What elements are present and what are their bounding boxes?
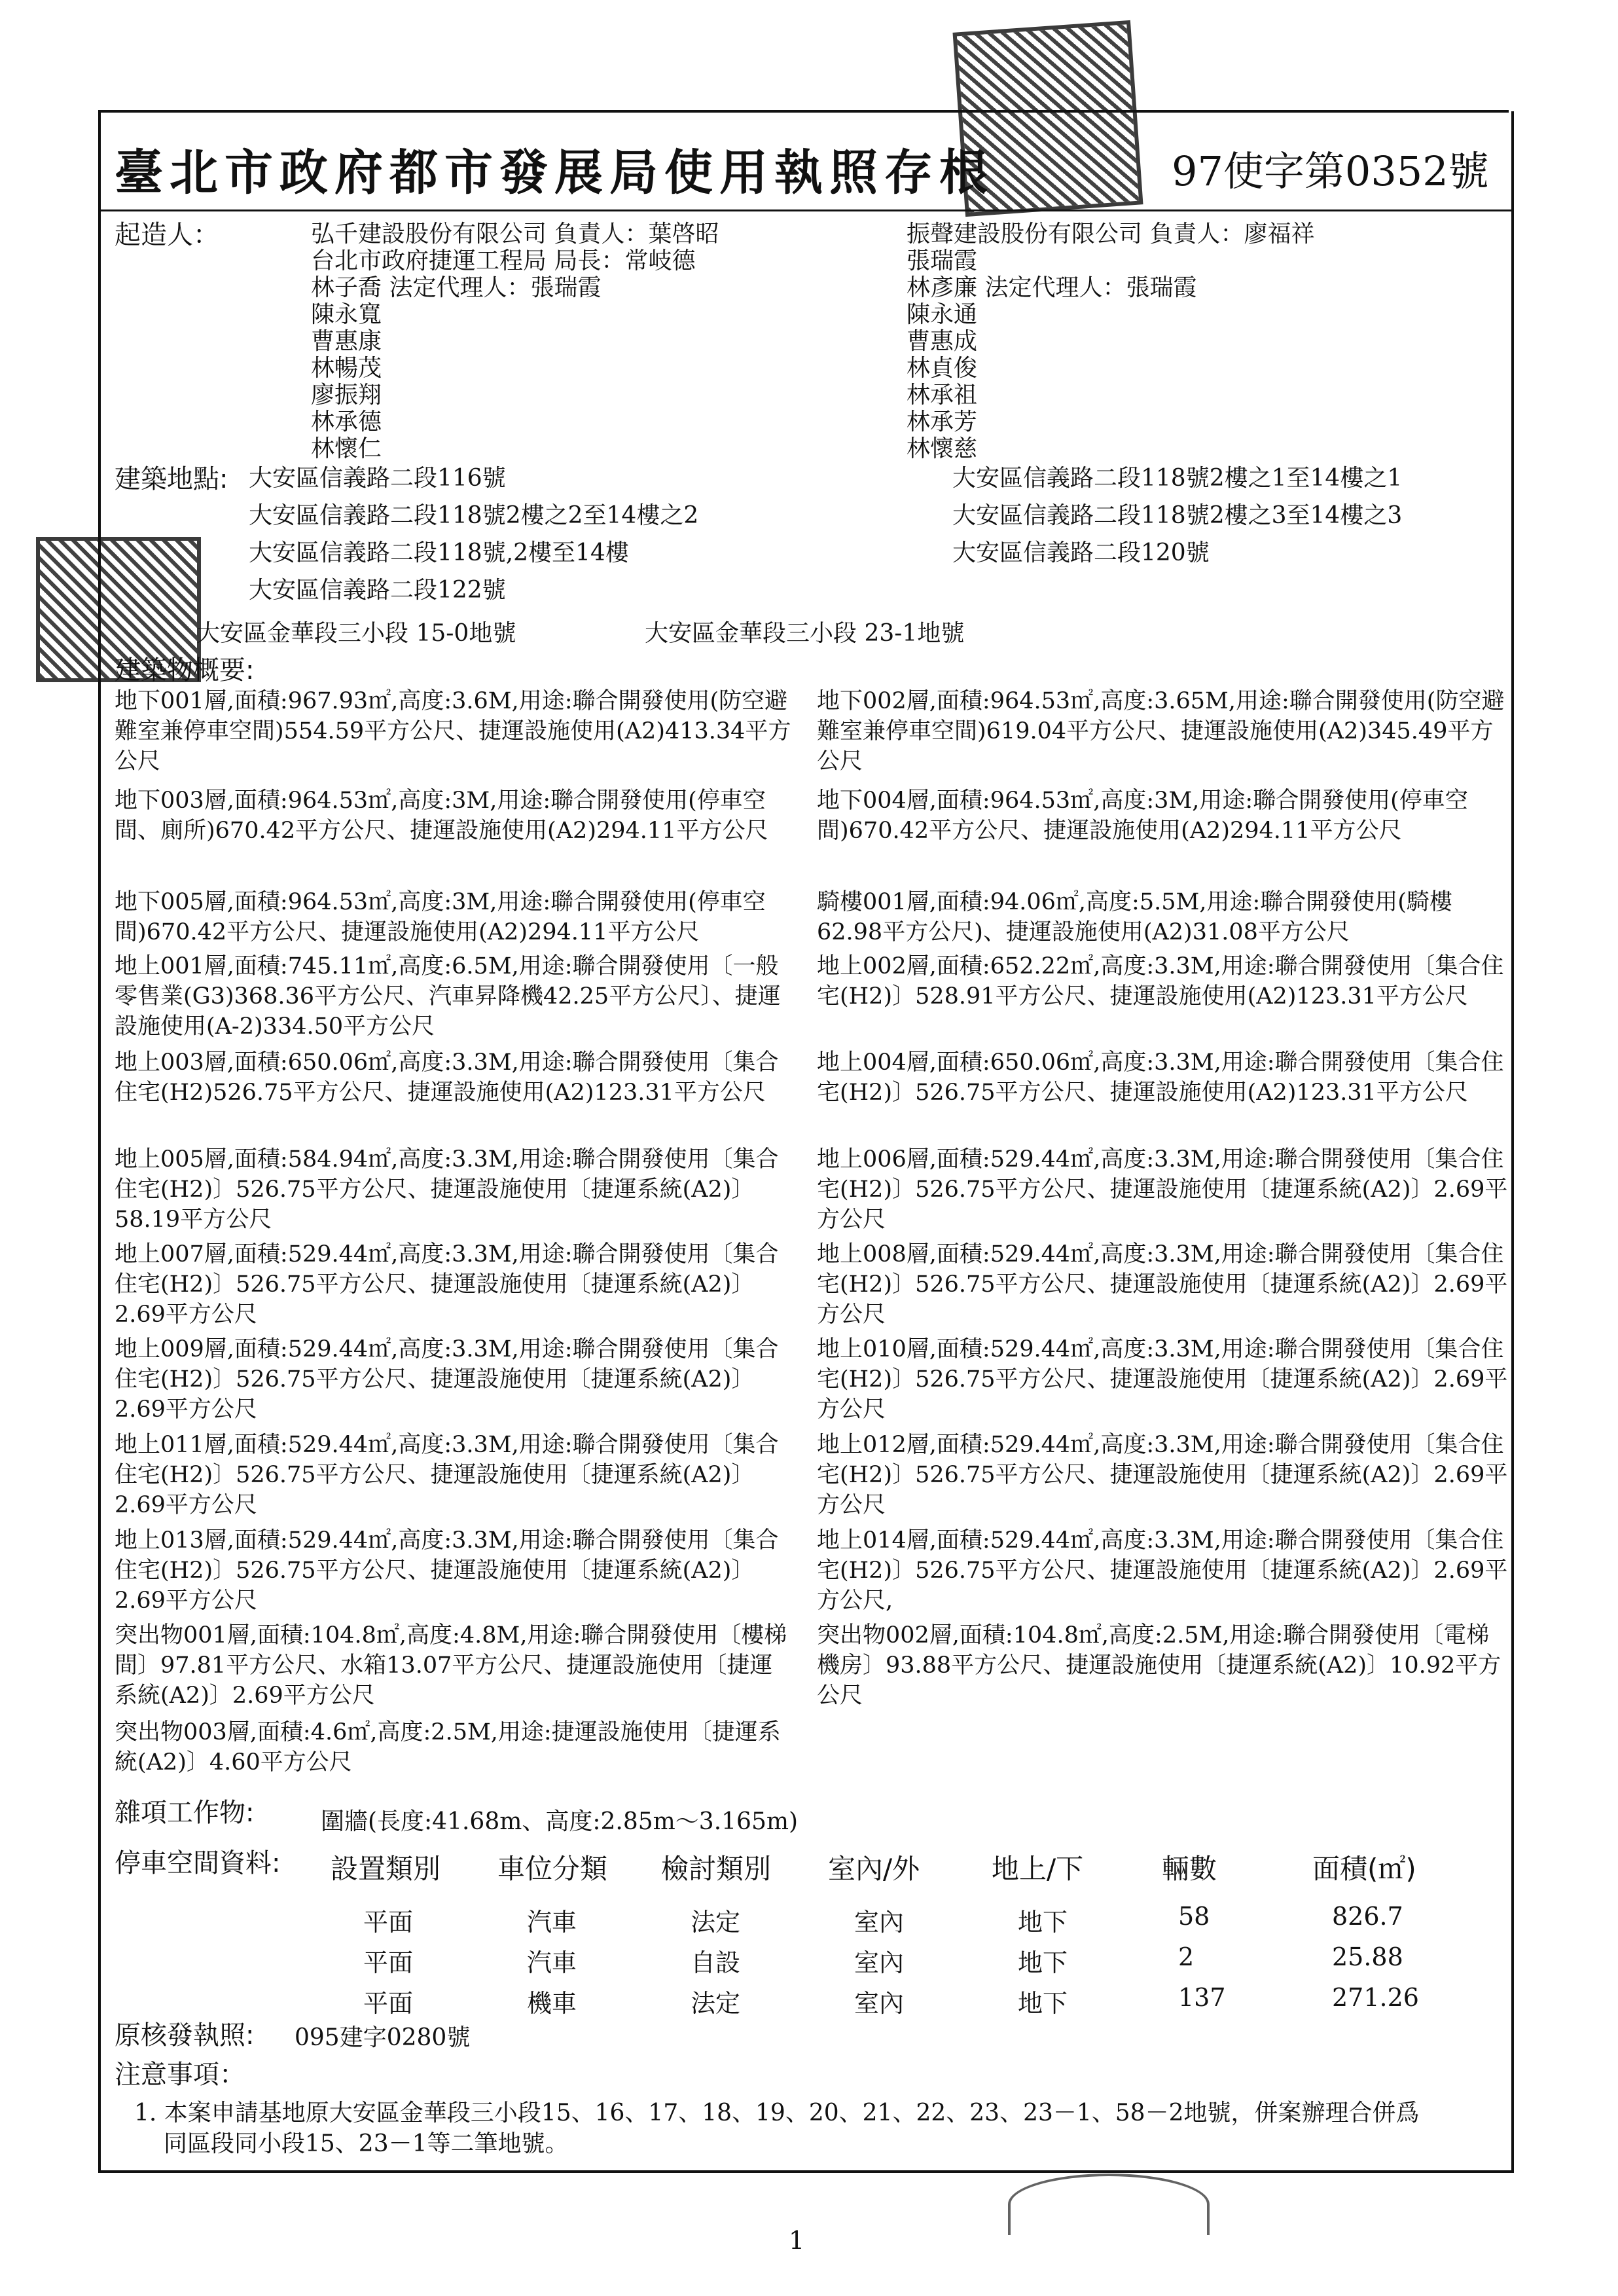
floor-description: 地下004層,面積:964.53㎡,高度:3M,用途:聯合開發使用(停車空間)670.42平方公尺、捷運設施使用(A2)294.11平方公尺 (817, 788, 1468, 844)
parking-label: 停車空間資料: (115, 1848, 281, 1878)
parking-cell: 2 (1178, 1942, 1195, 1971)
applicant-entry: 張瑞霞 (907, 247, 978, 274)
parking-cell: 平面 (363, 1948, 414, 1977)
lot-number-2: 大安區金華段三小段 23-1地號 (645, 620, 965, 647)
parking-cell: 汽車 (527, 1908, 577, 1937)
applicant-entry: 林懷仁 (311, 435, 382, 462)
parking-cell: 地下 (1018, 1989, 1068, 2018)
floor-description: 地上013層,面積:529.44㎡,高度:3.3M,用途:聯合開發使用〔集合住宅(H2)〕526.75平方公尺、捷運設施使用〔捷運系統(A2)〕2.69平方公尺 (115, 1527, 779, 1614)
applicant-label: 起造人： (115, 220, 219, 250)
applicant-entry: 林貞俊 (907, 355, 978, 382)
original-license-label: 原核發執照: (115, 2020, 255, 2050)
document-number: 97使字第0352號 (1172, 147, 1489, 195)
floor-description: 地下002層,面積:964.53㎡,高度:3.65M,用途:聯合開發使用(防空避難室兼停車空間)619.04平方公尺、捷運設施使用(A2)345.49平方公尺 (817, 688, 1505, 774)
site-address: 大安區信義路二段118號2樓之1至14樓之1 (952, 465, 1403, 492)
floor-description: 地上007層,面積:529.44㎡,高度:3.3M,用途:聯合開發使用〔集合住宅(H2)〕526.75平方公尺、捷運設施使用〔捷運系統(A2)〕2.69平方公尺 (115, 1241, 779, 1328)
parking-cell: 法定 (691, 1989, 741, 2018)
parking-column-header: 輛數 (1162, 1853, 1217, 1885)
parking-column-header: 室內/外 (828, 1853, 920, 1885)
floor-description: 地上001層,面積:745.11㎡,高度:6.5M,用途:聯合開發使用〔一般零售業(G3)368.36平方公尺、汽車昇降機42.25平方公尺〕、捷運設施使用(A-2)334.50平方公尺 (115, 953, 781, 1040)
applicant-entry: 弘千建設股份有限公司 負責人：葉啓昭 (311, 221, 719, 247)
applicant-entry: 林彥廉 法定代理人：張瑞霞 (907, 274, 1197, 301)
parking-cell: 地下 (1018, 1908, 1068, 1937)
misc-works-label: 雜項工作物: (115, 1798, 255, 1828)
parking-column-header: 面積(㎡) (1312, 1853, 1416, 1885)
floor-description: 地上003層,面積:650.06㎡,高度:3.3M,用途:聯合開發使用〔集合住宅(H2)526.75平方公尺、捷運設施使用(A2)123.31平方公尺 (115, 1049, 779, 1106)
floor-description: 突出物001層,面積:104.8㎡,高度:4.8M,用途:聯合開發使用〔樓梯間〕97.81平方公尺、水箱13.07平方公尺、捷運設施使用〔捷運系統(A2)〕2.69平方公尺 (115, 1622, 787, 1709)
applicant-entry: 陳永寬 (311, 301, 382, 328)
applicant-entry: 曹惠康 (311, 328, 382, 355)
floor-description: 地上009層,面積:529.44㎡,高度:3.3M,用途:聯合開發使用〔集合住宅(H2)〕526.75平方公尺、捷運設施使用〔捷運系統(A2)〕2.69平方公尺 (115, 1336, 779, 1423)
floor-description: 地上008層,面積:529.44㎡,高度:3.3M,用途:聯合開發使用〔集合住宅(H2)〕526.75平方公尺、捷運設施使用〔捷運系統(A2)〕2.69平方公尺 (817, 1241, 1508, 1328)
applicant-entry: 林承德 (311, 409, 382, 435)
site-address: 大安區信義路二段122號 (249, 577, 506, 604)
parking-column-header: 車位分類 (497, 1853, 608, 1885)
original-license-value: 095建字0280號 (295, 2024, 471, 2051)
parking-cell: 機車 (527, 1989, 577, 2018)
site-address: 大安區信義路二段118號2樓之3至14樓之3 (952, 502, 1403, 529)
floor-description: 地上012層,面積:529.44㎡,高度:3.3M,用途:聯合開發使用〔集合住宅(H2)〕526.75平方公尺、捷運設施使用〔捷運系統(A2)〕2.69平方公尺 (817, 1432, 1508, 1518)
note-line-1: 1. 本案申請基地原大安區金華段三小段15、16、17、18、19、20、21、22、23、23－1、58－2地號，併案辦理合併爲 (134, 2100, 1420, 2126)
parking-column-header: 設置類別 (331, 1853, 441, 1885)
floor-description: 突出物002層,面積:104.8㎡,高度:2.5M,用途:聯合開發使用〔電梯機房〕93.88平方公尺、捷運設施使用〔捷運系統(A2)〕10.92平方公尺 (817, 1622, 1501, 1709)
misc-works-value: 圍牆(長度:41.68m、高度:2.85m～3.165m) (321, 1808, 799, 1835)
floor-description: 地上002層,面積:652.22㎡,高度:3.3M,用途:聯合開發使用〔集合住宅(H2)〕528.91平方公尺、捷運設施使用(A2)123.31平方公尺 (817, 953, 1504, 1010)
parking-cell: 58 (1178, 1902, 1210, 1931)
parking-cell: 137 (1178, 1983, 1226, 2012)
parking-column-header: 檢討類別 (661, 1853, 772, 1885)
applicant-entry: 陳永通 (907, 301, 978, 328)
parking-column-header: 地上/下 (992, 1853, 1084, 1885)
parking-cell: 法定 (691, 1908, 741, 1937)
floor-description: 地上005層,面積:584.94㎡,高度:3.3M,用途:聯合開發使用〔集合住宅(H2)〕526.75平方公尺、捷運設施使用〔捷運系統(A2)〕58.19平方公尺 (115, 1146, 779, 1233)
parking-cell: 汽車 (527, 1948, 577, 1977)
floor-description: 突出物003層,面積:4.6㎡,高度:2.5M,用途:捷運設施使用〔捷運系統(A2)〕4.60平方公尺 (115, 1719, 781, 1776)
floor-description: 地下001層,面積:967.93㎡,高度:3.6M,用途:聯合開發使用(防空避難室兼停車空間)554.59平方公尺、捷運設施使用(A2)413.34平方公尺 (115, 688, 791, 774)
applicant-entry: 林子喬 法定代理人：張瑞霞 (311, 274, 602, 301)
applicant-entry: 台北市政府捷運工程局 局長：常岐德 (311, 247, 696, 274)
applicant-entry: 林承祖 (907, 382, 978, 409)
floor-description: 地上010層,面積:529.44㎡,高度:3.3M,用途:聯合開發使用〔集合住宅(H2)〕526.75平方公尺、捷運設施使用〔捷運系統(A2)〕2.69平方公尺 (817, 1336, 1508, 1423)
building-summary-label: 建築物概要: (115, 655, 255, 685)
applicant-entry: 林暢茂 (311, 355, 382, 382)
title-rule (98, 210, 1511, 211)
note-line-2: 同區段同小段15、23－1等二筆地號。 (164, 2130, 569, 2157)
floor-description: 騎樓001層,面積:94.06㎡,高度:5.5M,用途:聯合開發使用(騎樓62.98平方公尺)、捷運設施使用(A2)31.08平方公尺 (817, 889, 1452, 945)
document-title: 臺北市政府都市發展局使用執照存根 (115, 145, 994, 201)
bottom-seal-stamp (1008, 2174, 1210, 2235)
site-address: 大安區信義路二段118號2樓之2至14樓之2 (249, 502, 699, 529)
parking-cell: 826.7 (1332, 1902, 1403, 1931)
notes-label: 注意事項： (115, 2060, 245, 2090)
parking-cell: 平面 (363, 1989, 414, 2018)
site-label: 建築地點: (115, 464, 228, 494)
parking-cell: 室內 (854, 1989, 905, 2018)
applicant-entry: 曹惠成 (907, 328, 978, 355)
floor-description: 地上014層,面積:529.44㎡,高度:3.3M,用途:聯合開發使用〔集合住宅(H2)〕526.75平方公尺、捷運設施使用〔捷運系統(A2)〕2.69平方公尺, (817, 1527, 1508, 1614)
parking-cell: 室內 (854, 1908, 905, 1937)
site-address: 大安區信義路二段120號 (952, 539, 1210, 566)
applicant-entry: 振聲建設股份有限公司 負責人：廖福祥 (907, 221, 1315, 247)
parking-cell: 平面 (363, 1908, 414, 1937)
floor-description: 地下005層,面積:964.53㎡,高度:3M,用途:聯合開發使用(停車空間)670.42平方公尺、捷運設施使用(A2)294.11平方公尺 (115, 889, 766, 945)
parking-cell: 自設 (691, 1948, 741, 1977)
parking-cell: 271.26 (1332, 1983, 1419, 2012)
lot-number-1: 大安區金華段三小段 15-0地號 (196, 620, 516, 647)
site-address: 大安區信義路二段116號 (249, 465, 506, 492)
parking-cell: 室內 (854, 1948, 905, 1977)
parking-cell: 地下 (1018, 1948, 1068, 1977)
floor-description: 地上011層,面積:529.44㎡,高度:3.3M,用途:聯合開發使用〔集合住宅(H2)〕526.75平方公尺、捷運設施使用〔捷運系統(A2)〕2.69平方公尺 (115, 1432, 779, 1518)
floor-description: 地上006層,面積:529.44㎡,高度:3.3M,用途:聯合開發使用〔集合住宅(H2)〕526.75平方公尺、捷運設施使用〔捷運系統(A2)〕2.69平方公尺 (817, 1146, 1508, 1233)
applicant-entry: 林懷慈 (907, 435, 978, 462)
applicant-entry: 廖振翔 (311, 382, 382, 409)
floor-description: 地上004層,面積:650.06㎡,高度:3.3M,用途:聯合開發使用〔集合住宅(H2)〕526.75平方公尺、捷運設施使用(A2)123.31平方公尺 (817, 1049, 1504, 1106)
site-address: 大安區信義路二段118號,2樓至14樓 (249, 539, 629, 566)
floor-description: 地下003層,面積:964.53㎡,高度:3M,用途:聯合開發使用(停車空間、廁所)670.42平方公尺、捷運設施使用(A2)294.11平方公尺 (115, 788, 768, 844)
parking-cell: 25.88 (1332, 1942, 1403, 1971)
applicant-entry: 林承芳 (907, 409, 978, 435)
page-number: 1 (789, 2226, 805, 2255)
